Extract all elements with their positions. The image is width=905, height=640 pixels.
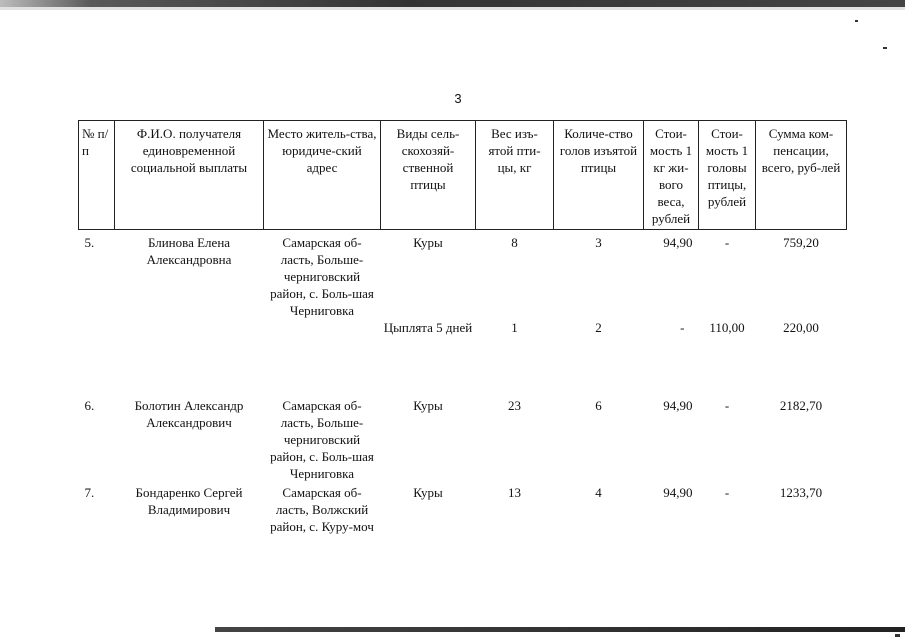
- header-cell-price-per-kg: Стои-мость 1 кг жи-вого веса, рублей: [644, 121, 699, 230]
- scan-edge-top: [0, 0, 905, 7]
- scan-speck: [883, 47, 887, 49]
- cell-name: Бондаренко Сергей Владимирович: [135, 485, 243, 517]
- scan-speck: [855, 20, 858, 22]
- cell-total: 2182,70: [779, 398, 823, 413]
- cell-price-per-kg: 94,90: [663, 485, 693, 500]
- cell-price-per-head: -: [724, 485, 730, 500]
- scan-edge-bottom: [215, 627, 905, 632]
- table-header-row: [79, 121, 847, 230]
- cell-price-per-head: 110,00: [709, 320, 745, 335]
- cell-price-per-head: -: [724, 398, 730, 413]
- cell-price-per-head: -: [724, 235, 730, 250]
- header-cell-number: № п/п: [79, 121, 115, 230]
- header-cell-name: Ф.И.О. получателя единовременной социальной выплаты: [115, 121, 264, 230]
- page-number: 3: [454, 91, 462, 106]
- cell-address: [264, 319, 381, 393]
- header-cell-address: Место житель-ства, юридиче-ский адрес: [264, 121, 381, 230]
- cell-heads: 4: [595, 485, 602, 500]
- cell-weight: 13: [508, 485, 521, 500]
- cell-number: 7.: [84, 485, 95, 500]
- table-row: [79, 319, 847, 393]
- cell-heads: 2: [595, 320, 602, 335]
- cell-total: 220,00: [783, 320, 819, 335]
- cell-price-per-kg: -: [680, 320, 685, 335]
- cell-name: Блинова Елена Александровна: [146, 235, 232, 267]
- cell-address: Самарская об-ласть, Больше-черниговский район, с. Боль-шая Черниговка: [270, 398, 374, 481]
- table-row: [79, 393, 847, 482]
- table-row: [79, 482, 847, 548]
- cell-bird-type: Куры: [413, 485, 443, 500]
- cell-bird-type: Куры: [413, 235, 443, 250]
- cell-name: Болотин Александр Александрович: [134, 398, 244, 430]
- cell-price-per-kg: 94,90: [663, 398, 693, 413]
- scan-speck: [895, 634, 900, 637]
- header-cell-weight: Вес изъ-ятой пти-цы, кг: [476, 121, 554, 230]
- cell-price-per-kg: 94,90: [663, 235, 693, 250]
- cell-number: [79, 319, 115, 393]
- cell-weight: 1: [511, 320, 518, 335]
- cell-address: Самарская об-ласть, Больше-черниговский район, с. Боль-шая Черниговка: [270, 235, 374, 318]
- header-cell-total: Сумма ком-пенсации, всего, руб-лей: [756, 121, 847, 230]
- cell-weight: 8: [511, 235, 518, 250]
- cell-heads: 6: [595, 398, 602, 413]
- cell-number: 5.: [84, 235, 95, 250]
- cell-total: 1233,70: [779, 485, 823, 500]
- cell-name: [115, 319, 264, 393]
- header-cell-heads: Количе-ство голов изъятой птицы: [554, 121, 644, 230]
- cell-bird-type: Цыплята 5 дней: [383, 320, 473, 335]
- table-row: [79, 230, 847, 320]
- cell-number: 6.: [84, 398, 95, 413]
- compensation-table: [78, 120, 847, 548]
- header-cell-bird-type: Виды сель-скохозяй-ственной птицы: [381, 121, 476, 230]
- cell-address: Самарская об-ласть, Волжский район, с. Куру-моч: [270, 485, 374, 534]
- cell-heads: 3: [595, 235, 602, 250]
- cell-total: 759,20: [783, 235, 819, 250]
- header-cell-price-per-head: Стои-мость 1 головы птицы, рублей: [699, 121, 756, 230]
- cell-bird-type: Куры: [413, 398, 443, 413]
- cell-weight: 23: [508, 398, 521, 413]
